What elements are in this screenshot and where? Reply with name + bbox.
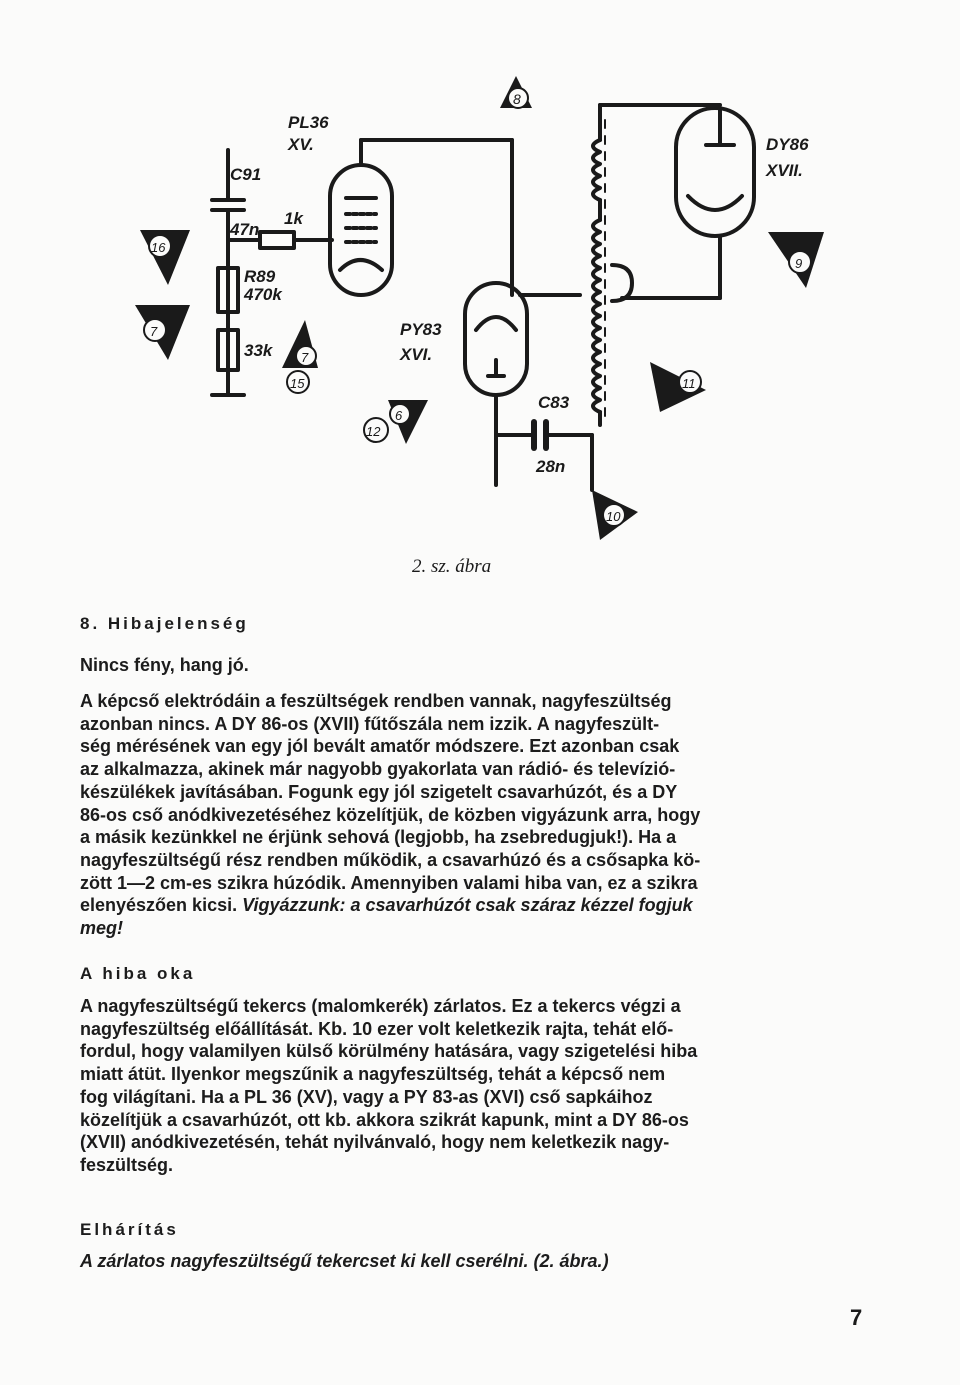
svg-text:16: 16 — [151, 240, 166, 255]
symptom: Nincs fény, hang jó. — [80, 655, 249, 675]
dy86-number: XVII. — [766, 161, 803, 180]
body-line-last: elenyészően kicsi. — [80, 895, 238, 916]
body-line: 86-os cső anódkivezetéséhez közelítjük, de közben vigyázunk arra, hogy — [80, 804, 701, 825]
body-line: a másik kezünkkel ne érjünk sehová (legjobb, ha zsebredugjuk!). Ha a — [80, 827, 677, 848]
body-line: ség mérésének van egy jól bevált amatőr módszere. Ezt azonban csak — [80, 736, 680, 757]
cause-line: (XVII) anódkivezetésén, tehát nyilvánvaló, hogy nem keletkezik nagy- — [80, 1132, 670, 1153]
svg-text:12: 12 — [366, 424, 381, 439]
marker-12-6 — [364, 400, 428, 444]
marker-9 — [768, 232, 824, 288]
marker-16 — [140, 230, 190, 285]
figure-caption: 2. sz. ábra — [412, 556, 492, 577]
body-line — [80, 894, 870, 917]
pl36-label: PL36 — [288, 113, 329, 132]
marker-7-left — [135, 305, 190, 360]
py83-number: XVI. — [400, 345, 433, 364]
cause-line: nagyfeszültség előállítását. Kb. 10 ezer volt keletkezik rajta, tehát elő- — [80, 1018, 674, 1039]
circuit-diagram — [0, 0, 960, 560]
cause-line: feszültség. — [80, 1154, 174, 1175]
svg-text:8: 8 — [513, 91, 521, 107]
c91-value: 47n — [230, 220, 260, 239]
r89-value: 470k — [244, 285, 282, 304]
cause-line: fordul, hogy valamilyen külső körülmény hatására, vagy szigetelési hiba — [80, 1041, 698, 1062]
body-line: zött 1—2 cm-es szikra húzódik. Amennyiben valami hiba van, ez a szikra — [80, 872, 698, 893]
cause-paragraph — [80, 995, 870, 1177]
pl36-tube — [330, 140, 512, 295]
r1k-label: 1k — [284, 209, 303, 228]
c91-label: C91 — [230, 165, 262, 184]
body-line: azonban nincs. A DY 86-os (XVII) fűtőszála nem izzik. A nagyfeszült- — [80, 713, 660, 734]
body-line: nagyfeszültségű rész rendben működik, a csavarhúzó és a csősapka kö- — [80, 849, 701, 870]
c83-value: 28n — [536, 457, 566, 476]
section-title: 8. Hibajelenség — [80, 614, 249, 633]
svg-text:7: 7 — [150, 324, 158, 339]
svg-text:9: 9 — [795, 256, 803, 271]
fix-title: Elhárítás — [80, 1220, 179, 1239]
dy86-tube — [676, 108, 754, 298]
py83-tube — [465, 283, 592, 490]
resistor-1k — [260, 232, 294, 248]
marker-7-15 — [282, 320, 318, 393]
marker-10 — [592, 490, 638, 540]
svg-text:10: 10 — [606, 509, 621, 524]
svg-text:7: 7 — [301, 350, 309, 365]
py83-label: PY83 — [400, 320, 442, 339]
svg-text:6: 6 — [395, 408, 403, 423]
marker-11 — [650, 362, 706, 412]
cause-line: fog világítani. Ha a PL 36 (XV), vagy a PY 83-as (XVI) cső sapkáihoz — [80, 1086, 653, 1107]
page-number: 7 — [850, 1305, 863, 1330]
r89-label: R89 — [244, 267, 276, 286]
cause-line: A nagyfeszültségű tekercs (malomkerék) zárlatos. Ez a tekercs végzi a — [80, 996, 681, 1016]
cause-line: miatt átüt. Ilyenkor megszűnik a nagyfeszültség, tehát a képcső nem — [80, 1064, 666, 1085]
warning-text: Vigyázzunk: a csavarhúzót csak száraz kézzel fogjuk — [242, 895, 693, 916]
marker-8 — [500, 76, 532, 108]
dy86-label: DY86 — [766, 135, 809, 154]
fix-text: A zárlatos nagyfeszültségű tekercset ki kell cserélni. (2. ábra.) — [80, 1251, 609, 1271]
body-line: A képcső elektródáin a feszültségek rendben vannak, nagyfeszültség — [80, 691, 672, 711]
r33k-label: 33k — [244, 341, 273, 360]
svg-text:15: 15 — [290, 376, 305, 391]
body-line: készülékek javításában. Fogunk egy jól szigetelt csavarhúzót, és a DY — [80, 781, 678, 802]
body-paragraph — [80, 690, 870, 940]
cause-title: A hiba oka — [80, 964, 196, 983]
pl36-number: XV. — [288, 135, 314, 154]
svg-text:11: 11 — [682, 376, 696, 391]
c83-label: C83 — [538, 393, 570, 412]
body-line: az alkalmazza, akinek már nagyobb gyakorlata van rádió- és televízió- — [80, 759, 676, 780]
cause-line: közelítjük a csavarhúzót, ott kb. akkora szikrát kapunk, mint a DY 86-os — [80, 1109, 689, 1130]
warning-text-end: meg! — [80, 918, 124, 939]
